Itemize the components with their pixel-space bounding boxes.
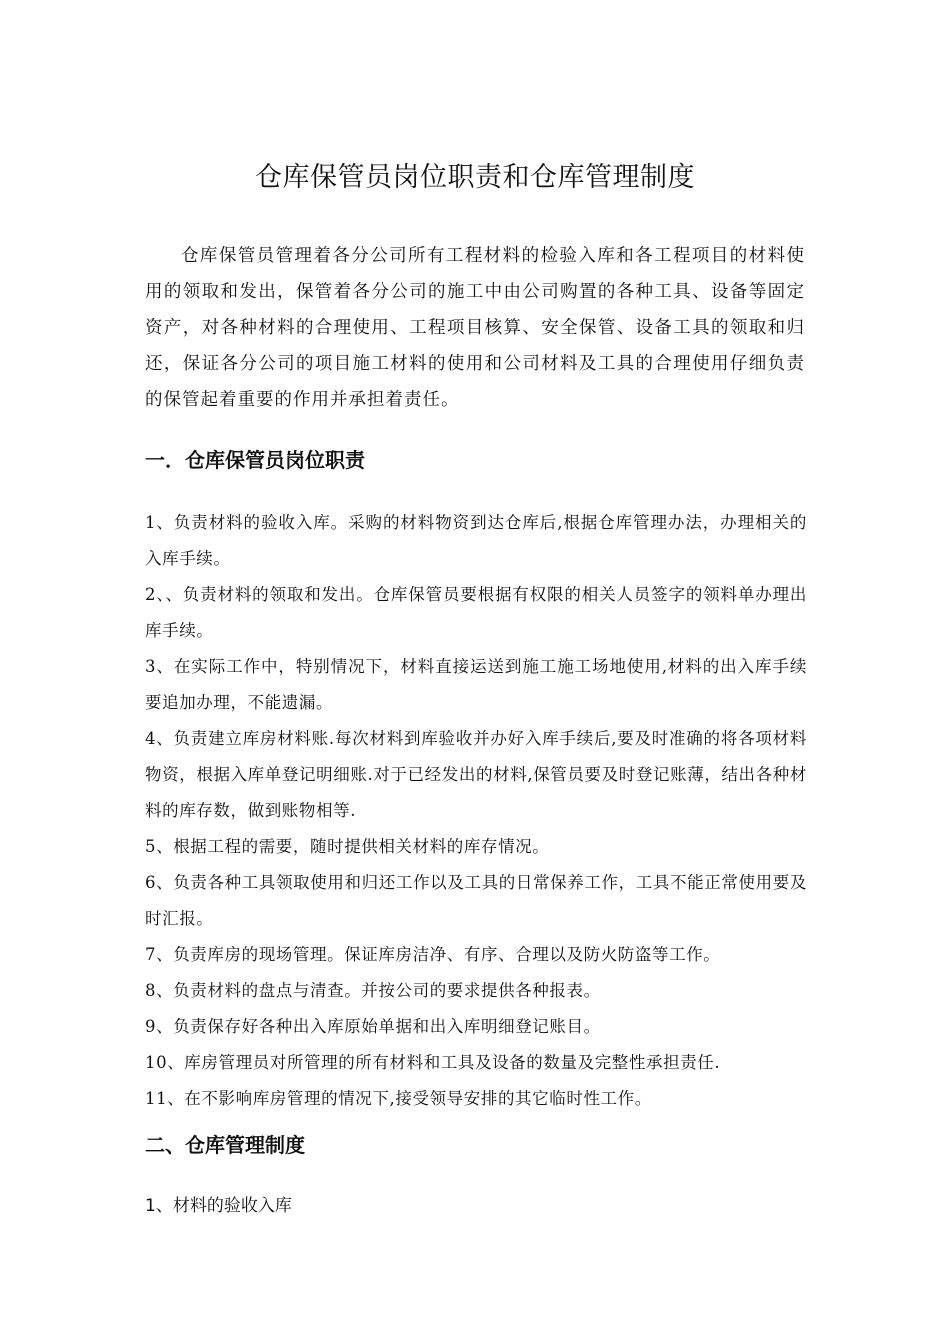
- list-item: 3、在实际工作中，特别情况下，材料直接运送到施工施工场地使用,材料的出入库手续要追加办理，不能遗漏。: [145, 657, 807, 712]
- section-heading-rules: 二、仓库管理制度: [145, 1133, 305, 1157]
- intro-paragraph: 仓库保管员管理着各分公司所有工程材料的检验入库和各工程项目的材料使用的领取和发出，保管着各分公司的施工中由公司购置的各种工具、设备等固定资产，对各种材料的合理使用、工程项目核算、安全保管、设备工具的领取和归还，保证各分公司的项目施工材料的使用和公司材料及工具的合理使用仔细负责的保管起着重要的作用并承担着责任。: [145, 246, 805, 410]
- list-item: 8、负责材料的盘点与清查。并按公司的要求提供各种报表。: [145, 981, 601, 1000]
- list-item: 2、、负责材料的领取和发出。仓库保管员要根据有权限的相关人员签字的领料单办理出库手续。: [145, 585, 807, 640]
- list-item: 9、负责保存好各种出入库原始单据和出入库明细登记账目。: [145, 1017, 601, 1036]
- section-heading-duties: 一．仓库保管员岗位职责: [145, 448, 365, 472]
- document-title: 仓库保管员岗位职责和仓库管理制度: [255, 162, 695, 193]
- list-item: 11、在不影响库房管理的情况下,接受领导安排的其它临时性工作。: [145, 1089, 652, 1108]
- duties-list: [145, 505, 807, 1117]
- list-item: 6、负责各种工具领取使用和归还工作以及工具的日常保养工作，工具不能正常使用要及时汇报。: [145, 873, 807, 928]
- list-item: 5、根据工程的需要，随时提供相关材料的库存情况。: [145, 837, 550, 856]
- list-item: 10、库房管理员对所管理的所有材料和工具及设备的数量及完整性承担责任.: [145, 1053, 721, 1072]
- list-item: 7、负责库房的现场管理。保证库房洁净、有序、合理以及防火防盗等工作。: [145, 945, 721, 964]
- list-item: 1、负责材料的验收入库。采购的材料物资到达仓库后,根据仓库管理办法，办理相关的入库手续。: [145, 513, 807, 568]
- list-item: 4、负责建立库房材料账.每次材料到库验收并办好入库手续后,要及时准确的将各项材料物资，根据入库单登记明细账.对于已经发出的材料,保管员要及时登记账薄，结出各种材料的库存数，做到账物相等.: [145, 729, 807, 820]
- subsection-heading: 1、材料的验收入库: [145, 1196, 292, 1216]
